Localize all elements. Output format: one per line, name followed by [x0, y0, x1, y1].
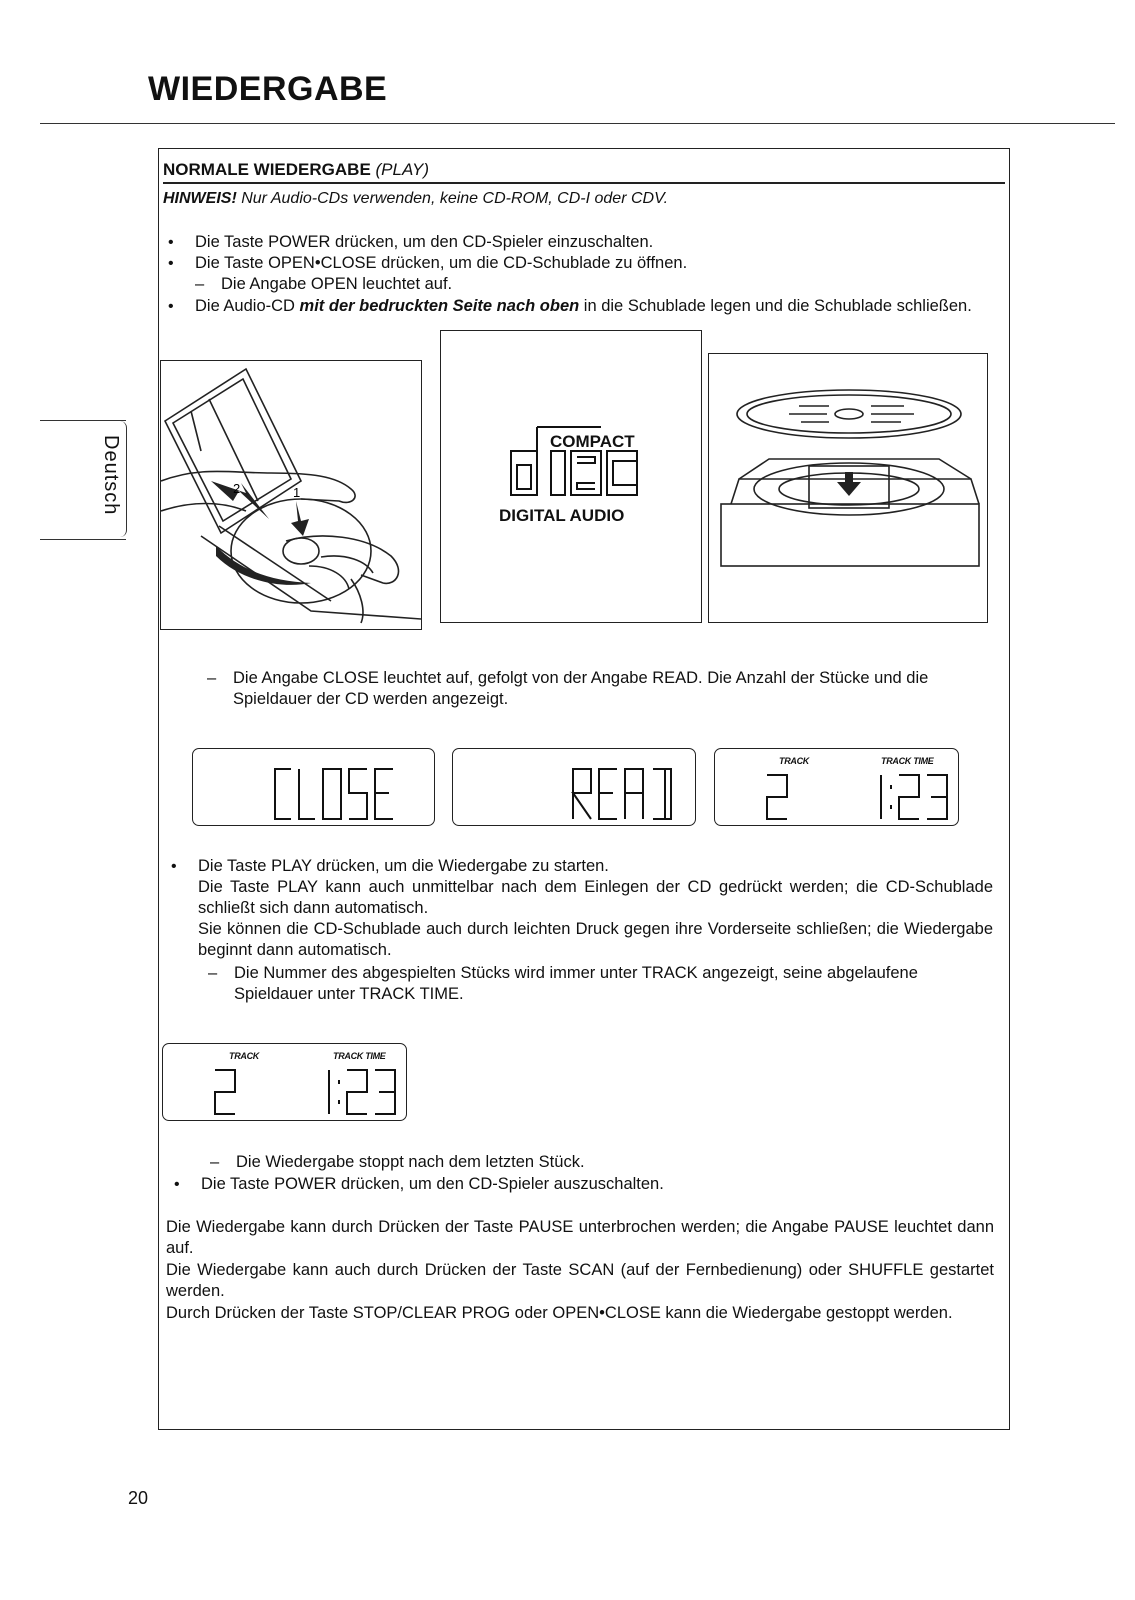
- display-read: [452, 748, 696, 826]
- section-heading: [163, 160, 1005, 184]
- note-label: HINWEIS!: [163, 190, 237, 207]
- language-tab: [40, 420, 126, 540]
- track-label-2: TRACK: [229, 1051, 259, 1061]
- section-heading-text: NORMALE WIEDERGABE: [163, 160, 371, 179]
- arrow-label-1: 1: [293, 485, 301, 500]
- close-segments: [193, 749, 434, 825]
- section-heading-paren: (PLAY): [375, 160, 430, 179]
- step-insert-cd-post: in die Schublade legen und die Schublade schließen.: [579, 297, 972, 315]
- step-close-read: – Die Angabe CLOSE leuchtet auf, gefolgt von der Angabe READ. Die Anzahl der Stücke und die Spieldauer der CD werden angezeigt.: [233, 668, 993, 710]
- step-open-display: – Die Angabe OPEN leuchtet auf.: [221, 274, 981, 295]
- note-stop: Durch Drücken der Taste STOP/CLEAR PROG oder OPEN•CLOSE kann die Wiedergabe gestoppt werden.: [166, 1304, 953, 1322]
- step-power-on: • Die Taste POWER drücken, um den CD-Spieler einzuschalten.: [195, 232, 995, 253]
- note-line: [163, 190, 668, 208]
- step-insert-cd-emph: mit der bedruckten Seite nach oben: [299, 297, 580, 315]
- read-segments: [453, 749, 695, 825]
- page-number: 20: [128, 1488, 149, 1508]
- track-time-segments-2: [163, 1044, 406, 1120]
- track-time-label-2: TRACK TIME: [333, 1051, 386, 1061]
- note-text: Nur Audio-CDs verwenden, keine CD-ROM, CD-I oder CDV.: [236, 190, 669, 207]
- step-press-play: • Die Taste PLAY drücken, um die Wiedergabe zu starten.: [198, 856, 993, 877]
- step-insert-cd: [195, 296, 995, 317]
- step-insert-cd-pre: Die Audio-CD: [195, 297, 300, 315]
- tray-illustration: [709, 354, 987, 622]
- note-pause: Die Wiedergabe kann durch Drücken der Taste PAUSE unterbrochen werden; die Angabe PAUSE leuchtet dann auf.: [166, 1218, 994, 1257]
- track-time-segments: [715, 749, 958, 825]
- language-tab-label: Deutsch: [100, 435, 122, 516]
- display-close: [192, 748, 435, 826]
- logo-compact: COMPACT: [550, 432, 635, 451]
- display-track-time-playing: [162, 1043, 407, 1121]
- insert-cd-illustration: [161, 361, 421, 629]
- figure-cd-logo: [440, 330, 702, 623]
- track-time-note: – Die Nummer des abgespielten Stücks wird immer unter TRACK angezeigt, seine abgelaufene Spieldauer unter TRACK TIME.: [234, 963, 992, 1005]
- arrow-label-2: 2: [233, 481, 241, 496]
- title-rule: [40, 123, 1115, 124]
- compact-disc-logo: [441, 331, 701, 621]
- play-note-1: Die Taste PLAY kann auch unmittelbar nach dem Einlegen der CD gedrückt werden; die CD-Schublade schließt sich dann automatisch.: [198, 878, 993, 917]
- play-note-2: Sie können die CD-Schublade auch durch leichten Druck gegen ihre Vorderseite schließen; die Wiedergabe beginnt dann automatisch.: [198, 920, 993, 959]
- step-open-tray: • Die Taste OPEN•CLOSE drücken, um die CD-Schublade zu öffnen.: [195, 253, 995, 274]
- track-label: TRACK: [779, 756, 809, 766]
- note-scan-shuffle: Die Wiedergabe kann auch durch Drücken der Taste SCAN (auf der Fernbedienung) oder SHUFFLE gestartet werden.: [166, 1261, 994, 1300]
- stop-after-last: – Die Wiedergabe stoppt nach dem letzten Stück.: [236, 1152, 976, 1173]
- page-title: WIEDERGABE: [148, 70, 388, 108]
- figure-tray: [708, 353, 988, 623]
- step-power-off: • Die Taste POWER drücken, um den CD-Spieler auszuschalten.: [201, 1174, 991, 1195]
- track-time-label: TRACK TIME: [881, 756, 934, 766]
- display-track-time: [714, 748, 959, 826]
- logo-digital-audio: DIGITAL AUDIO: [499, 506, 625, 525]
- figure-insert-cd: [160, 360, 422, 630]
